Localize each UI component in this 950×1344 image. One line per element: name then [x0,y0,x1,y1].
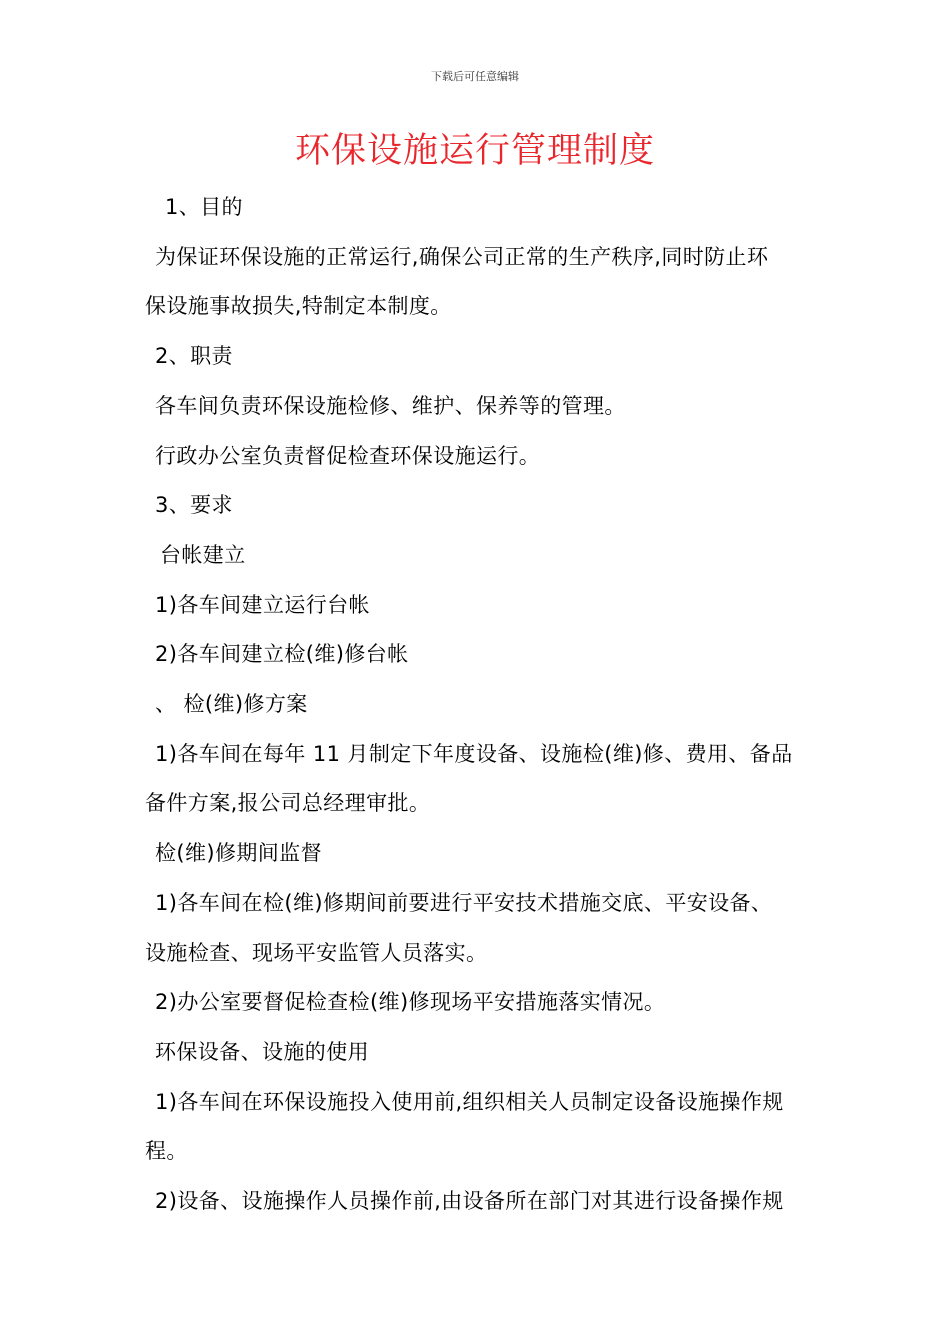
document-body [145,183,813,1227]
list-item: 2)设备、设施操作人员操作前,由设备所在部门对其进行设备操作规 [155,1189,784,1214]
list-item: 2)各车间建立检(维)修台帐 [155,642,409,667]
paragraph-line: 保设施事故损失,特制定本制度。 [145,294,452,319]
list-item: 2)办公室要督促检查检(维)修现场平安措施落实情况。 [155,990,666,1015]
paragraph-line: 备件方案,报公司总经理审批。 [145,791,431,816]
subsection-heading: 台帐建立 [160,542,246,567]
list-item: 1)各车间在检(维)修期间前要进行平安技术措施交底、平安设备、 [155,890,773,915]
section-heading-purpose: 1、目的 [165,195,243,219]
subsection-heading: 检(维)修期间监督 [155,841,322,866]
document-title: 环保设施运行管理制度 [294,131,655,171]
paragraph-line: 行政办公室负责督促检查环保设施运行。 [155,443,541,468]
subsection-heading: 、 检(维)修方案 [155,692,308,717]
header-note: 下载后可任意编辑 [431,70,519,83]
list-item: 1)各车间建立运行台帐 [155,592,370,617]
paragraph-line: 设施检查、现场平安监管人员落实。 [145,940,488,965]
section-heading-duties: 2、职责 [155,344,233,369]
list-item: 1)各车间在每年 11 月制定下年度设备、设施检(维)修、费用、备品 [155,741,793,766]
list-item: 1)各车间在环保设施投入使用前,组织相关人员制定设备设施操作规 [155,1089,784,1114]
subsection-heading: 环保设备、设施的使用 [155,1039,369,1064]
paragraph-line: 为保证环保设施的正常运行,确保公司正常的生产秩序,同时防止环 [155,244,769,269]
section-heading-requirements: 3、要求 [155,493,233,518]
paragraph-line: 各车间负责环保设施检修、维护、保养等的管理。 [155,393,626,418]
paragraph-line: 程。 [145,1139,188,1164]
